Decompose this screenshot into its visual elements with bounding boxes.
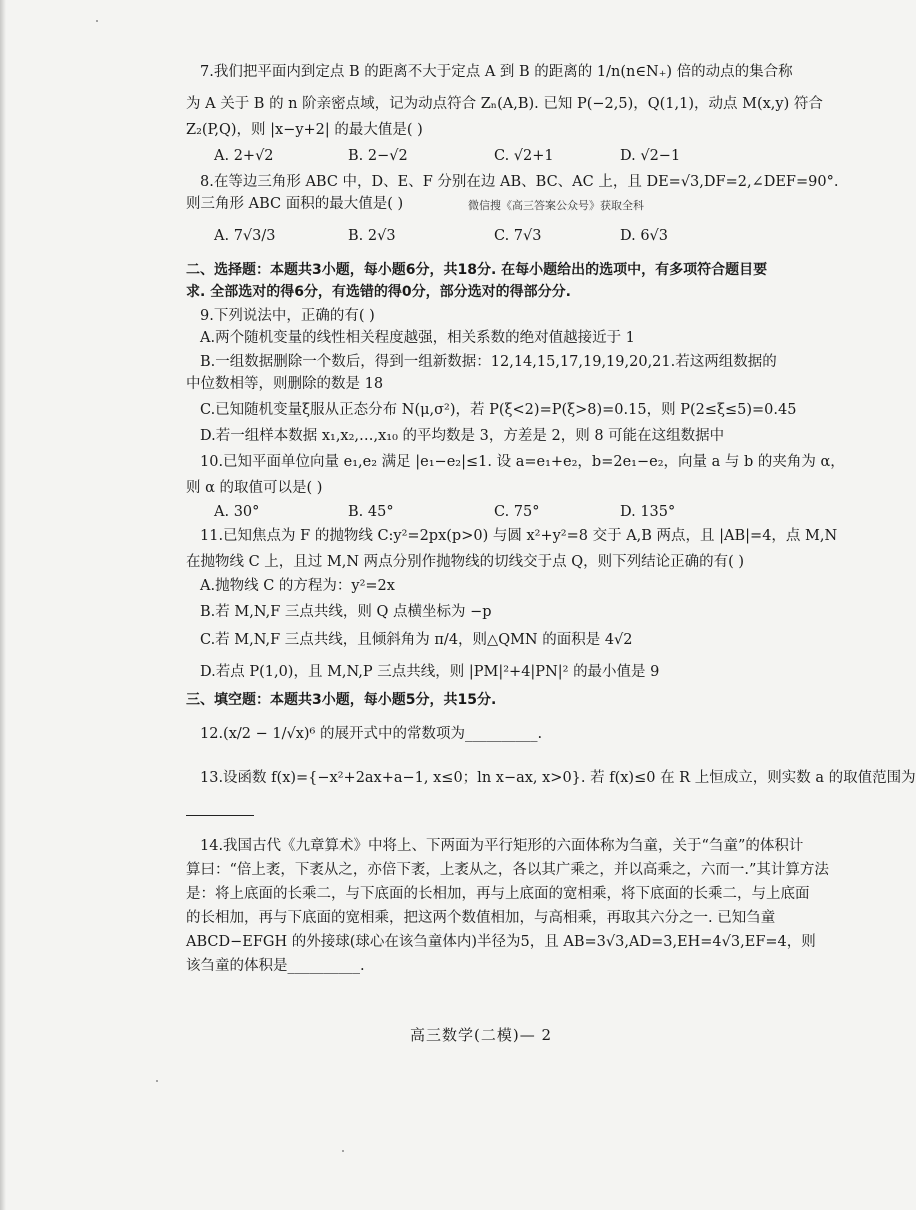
- q7-line3: Z₂(P,Q)，则 |x−y+2| 的最大值是( ): [186, 122, 423, 138]
- q7-line2: 为 A 关于 B 的 n 阶亲密点域，记为动点符合 Zₙ(A,B). 已知 P(−2,5)，Q(1,1)，动点 M(x,y) 符合: [186, 96, 823, 112]
- q13-line: 13.设函数 f(x)={−x²+2ax+a−1, x≤0；ln x−ax, x>0}. 若 f(x)≤0 在 R 上恒成立，则实数 a 的取值范围为: [200, 770, 916, 786]
- scan-speck: [342, 1150, 344, 1152]
- q11-line2: 在抛物线 C 上，且过 M,N 两点分别作抛物线的切线交于点 Q，则下列结论正确的有( ): [186, 554, 745, 570]
- q7-option-b: B. 2−√2: [348, 148, 408, 164]
- q9-option-a: A.两个随机变量的线性相关程度越强，相关系数的绝对值越接近于 1: [200, 330, 635, 346]
- q8-line1: 8.在等边三角形 ABC 中，D、E、F 分别在边 AB、BC、AC 上，且 DE=√3,DF=2,∠DEF=90°.: [200, 174, 839, 190]
- q11-option-d: D.若点 P(1,0)，且 M,N,P 三点共线，则 |PM|²+4|PN|² 的最小值是 9: [200, 664, 660, 680]
- q7-line1: 7.我们把平面内到定点 B 的距离不大于定点 A 到 B 的距离的 1/n(n∈N₊) 倍的动点的集合称: [200, 64, 793, 80]
- q9-option-b-line2: 中位数相等，则删除的数是 18: [186, 376, 384, 392]
- section3-heading: 三、填空题：本题共3小题，每小题5分，共15分.: [186, 692, 497, 708]
- q7-option-d: D. √2−1: [620, 148, 681, 164]
- q9-option-d: D.若一组样本数据 x₁,x₂,…,x₁₀ 的平均数是 3，方差是 2，则 8 可能在这组数据中: [200, 428, 725, 444]
- q8-line2: 则三角形 ABC 面积的最大值是( ): [186, 196, 404, 212]
- q11-line1: 11.已知焦点为 F 的抛物线 C:y²=2px(p>0) 与圆 x²+y²=8 交于 A,B 两点，且 |AB|=4，点 M,N: [200, 528, 838, 544]
- q10-line1: 10.已知平面单位向量 e₁,e₂ 满足 |e₁−e₂|≤1. 设 a=e₁+e₂，b=2e₁−e₂，向量 a 与 b 的夹角为 α，: [200, 454, 845, 470]
- section2-instructions: 求. 全部选对的得6分，有选错的得0分，部分选对的得部分分.: [186, 284, 571, 300]
- q12-line: 12.(x/2 − 1/√x)⁶ 的展开式中的常数项为__________.: [200, 726, 543, 742]
- q10-option-d: D. 135°: [620, 504, 676, 520]
- scan-speck: [156, 1080, 158, 1082]
- q7-option-c: C. √2+1: [494, 148, 554, 164]
- q9-option-c: C.已知随机变量ξ服从正态分布 N(μ,σ²)，若 P(ξ<2)=P(ξ>8)=0.15，则 P(2≤ξ≤5)=0.45: [200, 402, 797, 418]
- q11-option-c: C.若 M,N,F 三点共线，且倾斜角为 π/4，则△QMN 的面积是 4√2: [200, 632, 633, 648]
- q8-option-d: D. 6√3: [620, 228, 669, 244]
- page-footer: 高三数学(二模)— 2: [410, 1026, 553, 1044]
- q13-answer-blank: [186, 814, 254, 816]
- q8-option-a: A. 7√3/3: [214, 228, 276, 244]
- q9-option-b-line1: B.一组数据删除一个数后，得到一组新数据：12,14,15,17,19,19,20,21.若这两组数据的: [200, 354, 777, 370]
- q11-option-a: A.抛物线 C 的方程为：y²=2x: [200, 578, 395, 594]
- q8-option-c: C. 7√3: [494, 228, 542, 244]
- q14-line5: ABCD−EFGH 的外接球(球心在该刍童体内)半径为5，且 AB=3√3,AD=3,EH=4√3,EF=4，则: [186, 934, 816, 950]
- q10-option-a: A. 30°: [214, 504, 260, 520]
- q10-option-c: C. 75°: [494, 504, 540, 520]
- q10-option-b: B. 45°: [348, 504, 394, 520]
- q14-line6: 该刍童的体积是__________.: [186, 958, 365, 974]
- q9-stem: 9.下列说法中，正确的有( ): [200, 308, 375, 324]
- q7-option-a: A. 2+√2: [214, 148, 274, 164]
- scan-speck: [96, 20, 98, 22]
- section2-heading: 二、选择题：本题共3小题，每小题6分，共18分. 在每小题给出的选项中，有多项符合题目要: [186, 262, 768, 278]
- q8-watermark-note: 微信搜《高三答案公众号》获取全科: [468, 199, 644, 212]
- q8-option-b: B. 2√3: [348, 228, 396, 244]
- q14-line4: 的长相加，再与下底面的宽相乘，把这两个数值相加，与高相乘，再取其六分之一. 已知刍童: [186, 910, 776, 926]
- q14-line3: 是：将上底面的长乘二，与下底面的长相加，再与上底面的宽相乘，将下底面的长乘二，与上底面: [186, 886, 810, 902]
- q11-option-b: B.若 M,N,F 三点共线，则 Q 点横坐标为 −p: [200, 604, 492, 620]
- q10-line2: 则 α 的取值可以是( ): [186, 480, 323, 496]
- q14-line1: 14.我国古代《九章算术》中将上、下两面为平行矩形的六面体称为刍童，关于“刍童”的体积计: [200, 838, 804, 854]
- q14-line2: 算曰：“倍上袤，下袤从之，亦倍下袤，上袤从之，各以其广乘之，并以高乘之，六而一.”其计算方法: [186, 862, 829, 878]
- scan-edge-shadow: [0, 0, 6, 1210]
